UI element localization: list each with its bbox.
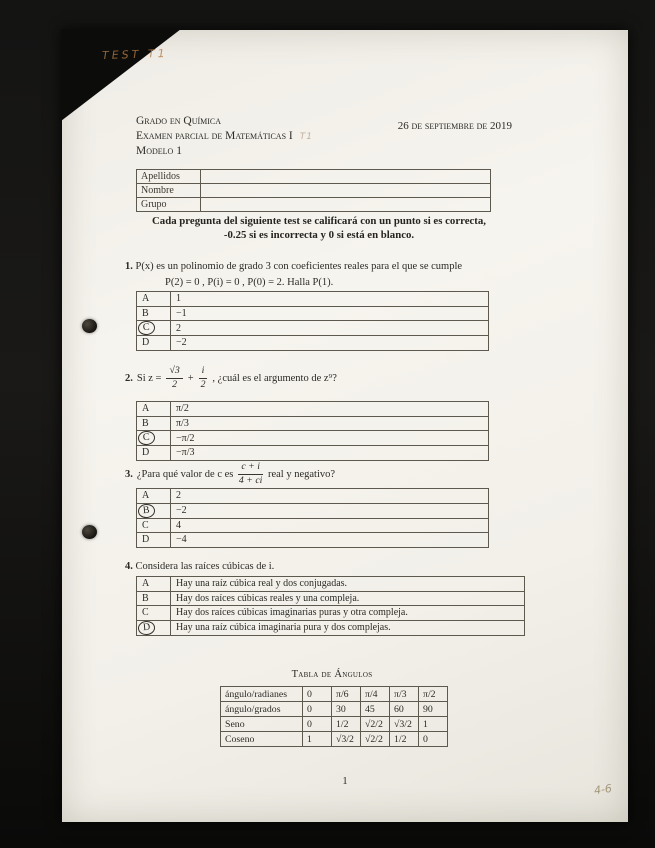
question-2-operator: +: [187, 372, 194, 384]
option-text: Hay una raíz cúbica real y dos conjugadas.: [171, 577, 525, 592]
form-field-nombre[interactable]: [201, 184, 491, 198]
handwritten-bottom-note: 4-6: [593, 781, 613, 798]
option-cell[interactable]: [137, 402, 171, 417]
option-text: −π/2: [171, 431, 489, 446]
option-row: [137, 321, 489, 336]
option-text: Hay dos raíces cúbicas imaginarias puras y otra compleja.: [171, 606, 525, 621]
option-letter: B: [142, 417, 149, 429]
exam-date: 26 de septiembre de 2019: [397, 120, 512, 132]
exam-paper-scan: [62, 30, 628, 822]
question-2-number: 2.: [125, 372, 133, 384]
exam-header: [136, 114, 512, 159]
degree-title: Grado en Química: [136, 115, 222, 127]
option-letter: A: [142, 403, 150, 415]
question-1-number: 1.: [125, 261, 133, 272]
form-row: [137, 184, 491, 198]
option-row: [137, 292, 489, 307]
option-letter: C: [137, 320, 155, 335]
option-row: [137, 591, 525, 606]
angle-table-title: Tabla de Ángulos: [291, 669, 373, 680]
form-label-apellidos: Apellidos: [137, 170, 201, 184]
question-4-number: 4.: [125, 561, 133, 572]
question-3-number: 3.: [125, 468, 133, 480]
option-row: [137, 446, 489, 461]
question-4: [125, 560, 555, 573]
option-cell[interactable]: [137, 503, 171, 518]
option-cell[interactable]: [137, 446, 171, 461]
form-field-apellidos[interactable]: [201, 170, 491, 184]
student-info-table: [136, 169, 491, 212]
option-text: π/3: [171, 416, 489, 431]
option-cell[interactable]: [137, 591, 171, 606]
option-letter: D: [137, 620, 155, 635]
option-cell[interactable]: [137, 606, 171, 621]
option-text: Hay dos raíces cúbicas reales y una compleja.: [171, 591, 525, 606]
option-text: −π/3: [171, 446, 489, 461]
question-2-options-table: [136, 401, 489, 461]
option-cell[interactable]: [137, 336, 171, 351]
option-row: [137, 489, 489, 504]
option-letter: C: [142, 607, 149, 619]
option-row: [137, 503, 489, 518]
fraction: $\frac{c + i}{4 + ci}$: [238, 461, 263, 486]
exam-model: Modelo 1: [136, 145, 182, 157]
instructions-line-1: Cada pregunta del siguiente test se calificará con un punto si es correcta,: [152, 215, 486, 227]
option-row: [137, 620, 525, 635]
option-text: −1: [171, 306, 489, 321]
form-label-nombre: Nombre: [137, 184, 201, 198]
angle-table: [220, 686, 448, 747]
option-cell[interactable]: [137, 489, 171, 504]
question-4-options-table: [136, 576, 525, 636]
option-letter: B: [142, 307, 149, 319]
option-letter: B: [137, 503, 155, 518]
option-letter: D: [142, 447, 150, 459]
option-cell[interactable]: [137, 518, 171, 533]
option-row: [137, 606, 525, 621]
form-row: [137, 198, 491, 212]
question-3-prefix: ¿Para qué valor de c es: [136, 468, 234, 480]
option-text: 2: [171, 321, 489, 336]
option-cell[interactable]: [137, 292, 171, 307]
option-text: 1: [171, 292, 489, 307]
question-2: [125, 366, 555, 391]
option-text: −2: [171, 503, 489, 518]
option-row: [137, 533, 489, 548]
option-text: −4: [171, 533, 489, 548]
handwritten-test-label: TEST T1: [101, 46, 168, 63]
option-letter: A: [142, 293, 150, 305]
form-field-grupo[interactable]: [201, 198, 491, 212]
angle-table-row: ángulo/radianes 0 π/6 π/4 π/3 π/2: [221, 687, 448, 702]
option-letter: D: [142, 534, 150, 546]
question-2-suffix: , ¿cuál es el argumento de z⁹?: [212, 372, 337, 384]
question-2-prefix: Si z =: [136, 372, 162, 384]
option-row: [137, 306, 489, 321]
question-3-suffix: real y negativo?: [267, 468, 336, 480]
option-cell[interactable]: [137, 416, 171, 431]
option-letter: A: [142, 578, 150, 590]
question-1-options-table: [136, 291, 489, 351]
grading-instructions: [122, 214, 516, 242]
fraction: $\frac{√3}{2}$: [166, 366, 182, 391]
angle-table-row: ángulo/grados 0 30 45 60 90: [221, 702, 448, 717]
question-1: [125, 260, 555, 289]
option-letter: C: [137, 430, 155, 445]
hole-punch-icon: [82, 525, 97, 539]
instructions-line-2: -0.25 si es incorrecta y 0 si está en blanco.: [223, 229, 415, 241]
option-cell[interactable]: [137, 306, 171, 321]
fraction: $\frac{i}{2}$: [200, 365, 206, 390]
option-letter: B: [142, 592, 149, 604]
option-text: 4: [171, 518, 489, 533]
option-cell[interactable]: [137, 533, 171, 548]
form-row: [137, 170, 491, 184]
question-3-options-table: [136, 488, 489, 548]
option-cell[interactable]: [137, 431, 171, 446]
option-letter: C: [142, 519, 149, 531]
option-text: Hay una raíz cúbica imaginaria pura y dos complejas.: [171, 620, 525, 635]
question-1-text: P(x) es un polinomio de grado 3 con coeficientes reales para el que se cumple: [135, 261, 463, 272]
option-text: 2: [171, 489, 489, 504]
option-row: [137, 431, 489, 446]
hole-punch-icon: [82, 319, 97, 333]
option-letter: A: [142, 490, 150, 502]
option-text: −2: [171, 336, 489, 351]
question-4-text: Considera las raíces cúbicas de i.: [135, 561, 275, 572]
option-text: π/2: [171, 402, 489, 417]
angle-table-row: Coseno 1 √3/2 √2/2 1/2 0: [221, 732, 448, 747]
option-cell[interactable]: [137, 321, 171, 336]
option-row: [137, 518, 489, 533]
option-row: [137, 577, 525, 592]
option-letter: D: [142, 337, 150, 349]
page-number: 1: [342, 776, 348, 787]
exam-title: Examen parcial de Matemáticas I: [136, 129, 293, 142]
option-row: [137, 336, 489, 351]
form-label-grupo: Grupo: [137, 198, 201, 212]
option-row: [137, 402, 489, 417]
question-3: [125, 462, 555, 487]
question-1-equations: P(2) = 0 , P(i) = 0 , P(0) = 2. Halla P(1).: [165, 277, 334, 288]
corner-fold-shadow: [61, 29, 181, 121]
angle-table-row: Seno 0 1/2 √2/2 √3/2 1: [221, 717, 448, 732]
handwritten-header-note: T1: [299, 131, 313, 142]
option-cell[interactable]: [137, 620, 171, 635]
option-cell[interactable]: [137, 577, 171, 592]
option-row: [137, 416, 489, 431]
